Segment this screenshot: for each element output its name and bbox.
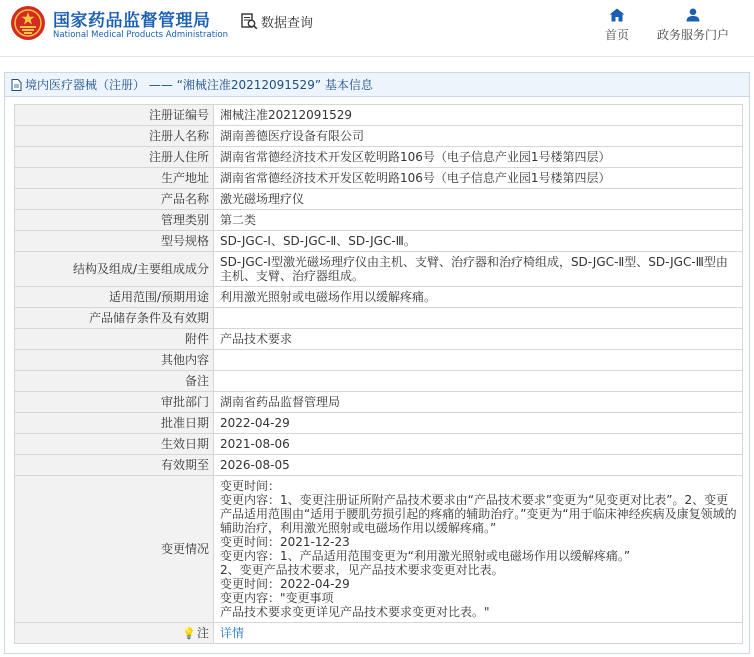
table-row — [15, 413, 743, 434]
table-row — [15, 168, 743, 189]
field-label: 注册人住所 — [15, 147, 214, 168]
field-label: 产品名称 — [15, 189, 214, 210]
field-value: 湖南善德医疗设备有限公司 — [214, 126, 743, 147]
table-row — [15, 392, 743, 413]
table-row — [15, 147, 743, 168]
nav-home-label: 首页 — [604, 28, 629, 42]
field-label: 有效期至 — [15, 455, 214, 476]
change-line: 变更内容："变更事项 — [220, 591, 334, 605]
table-row — [15, 329, 743, 350]
field-value: 产品技术要求 — [214, 329, 743, 350]
site-title-en[interactable]: National Medical Products Administration — [53, 30, 228, 40]
field-label: 适用范围/预期用途 — [15, 287, 214, 308]
data-search-icon — [241, 13, 258, 30]
change-line: 产品技术要求变更详见产品技术要求变更对比表。" — [220, 605, 490, 619]
header-divider — [0, 56, 754, 57]
field-value: 利用激光照射或电磁场作用以缓解疼痛。 — [214, 287, 743, 308]
table-row — [15, 252, 743, 287]
field-value — [214, 350, 743, 371]
change-line: 变更时间：2022-04-29 — [220, 577, 350, 591]
details-link[interactable]: 详情 — [220, 626, 245, 640]
field-value: SD-JGC-Ⅰ、SD-JGC-Ⅱ、SD-JGC-Ⅲ。 — [214, 231, 743, 252]
registration-info-table — [14, 104, 743, 644]
field-label: 产品储存条件及有效期 — [15, 308, 214, 329]
field-label: 生效日期 — [15, 434, 214, 455]
lightbulb-icon: 💡 — [182, 626, 196, 640]
detail-panel — [4, 72, 750, 654]
field-value: 2022-04-29 — [214, 413, 743, 434]
nav-home[interactable] — [603, 8, 631, 43]
table-row — [15, 126, 743, 147]
field-value: 第二类 — [214, 210, 743, 231]
nav-gov-service-label: 政务服务门户 — [656, 28, 729, 42]
breadcrumb-text: 境内医疗器械（注册） —— “湘械注准20212091529” 基本信息 — [25, 78, 373, 92]
field-label: 其他内容 — [15, 350, 214, 371]
home-icon — [609, 8, 625, 22]
field-value: 湖南省药品监督管理局 — [214, 392, 743, 413]
table-row — [15, 231, 743, 252]
field-label: 注册证编号 — [15, 105, 214, 126]
table-row — [15, 189, 743, 210]
table-row — [15, 210, 743, 231]
field-value: 湖南省常德经济技术开发区乾明路106号（电子信息产业园1号楼第四层） — [214, 168, 743, 189]
field-value — [214, 308, 743, 329]
change-line: 变更时间： — [220, 479, 281, 493]
site-header — [0, 0, 754, 56]
field-value: SD-JGC-Ⅰ型激光磁场理疗仪由主机、支臂、治疗器和治疗椅组成，SD-JGC-Ⅱ型、SD-JGC-Ⅲ型由主机、支臂、治疗器组成。 — [214, 252, 743, 287]
table-row — [15, 371, 743, 392]
field-value: 湘械注准20212091529 — [214, 105, 743, 126]
national-emblem-logo[interactable] — [10, 5, 46, 41]
note-value — [214, 623, 743, 644]
table-row — [15, 434, 743, 455]
table-row — [15, 623, 743, 644]
change-history — [214, 476, 743, 623]
table-row — [15, 105, 743, 126]
field-label: 注册人名称 — [15, 126, 214, 147]
change-line: 变更内容：1、变更注册证所附产品技术要求由“产品技术要求”变更为“见变更对比表”。2、变更产品适用范围由“适用于腰肌劳损引起的疼痛的辅助治疗。”变更为“用于临床神经疾病及康复领域的辅助治疗，利用激光照射或电磁场作用以缓解疼痛。” — [220, 493, 737, 535]
field-value: 2021-08-06 — [214, 434, 743, 455]
field-label: 管理类别 — [15, 210, 214, 231]
field-value: 2026-08-05 — [214, 455, 743, 476]
nav-gov-service[interactable] — [655, 8, 731, 43]
field-label: 批准日期 — [15, 413, 214, 434]
field-label: 审批部门 — [15, 392, 214, 413]
data-query-link[interactable] — [241, 12, 313, 31]
breadcrumb — [5, 73, 749, 97]
site-title-cn[interactable]: 国家药品监督管理局 — [53, 11, 211, 31]
note-label-text: 注 — [196, 625, 209, 640]
field-label: 生产地址 — [15, 168, 214, 189]
document-icon — [11, 79, 22, 91]
table-row — [15, 287, 743, 308]
field-value — [214, 371, 743, 392]
table-row — [15, 455, 743, 476]
field-label: 附件 — [15, 329, 214, 350]
table-row — [15, 476, 743, 623]
note-label — [15, 623, 214, 644]
field-value: 湖南省常德经济技术开发区乾明路106号（电子信息产业园1号楼第四层） — [214, 147, 743, 168]
change-line: 变更内容：1、产品适用范围变更为“利用激光照射或电磁场作用以缓解疼痛。” — [220, 549, 631, 563]
change-line: 变更时间：2021-12-23 — [220, 535, 350, 549]
field-label: 型号规格 — [15, 231, 214, 252]
field-label: 结构及组成/主要组成成分 — [15, 252, 214, 287]
user-icon — [685, 8, 701, 22]
field-label: 备注 — [15, 371, 214, 392]
field-value: 激光磁场理疗仪 — [214, 189, 743, 210]
data-query-label: 数据查询 — [261, 16, 314, 31]
field-label: 变更情况 — [15, 476, 214, 623]
table-row — [15, 350, 743, 371]
table-row — [15, 308, 743, 329]
change-line: 2、变更产品技术要求，见产品技术要求变更对比表。 — [220, 563, 504, 577]
